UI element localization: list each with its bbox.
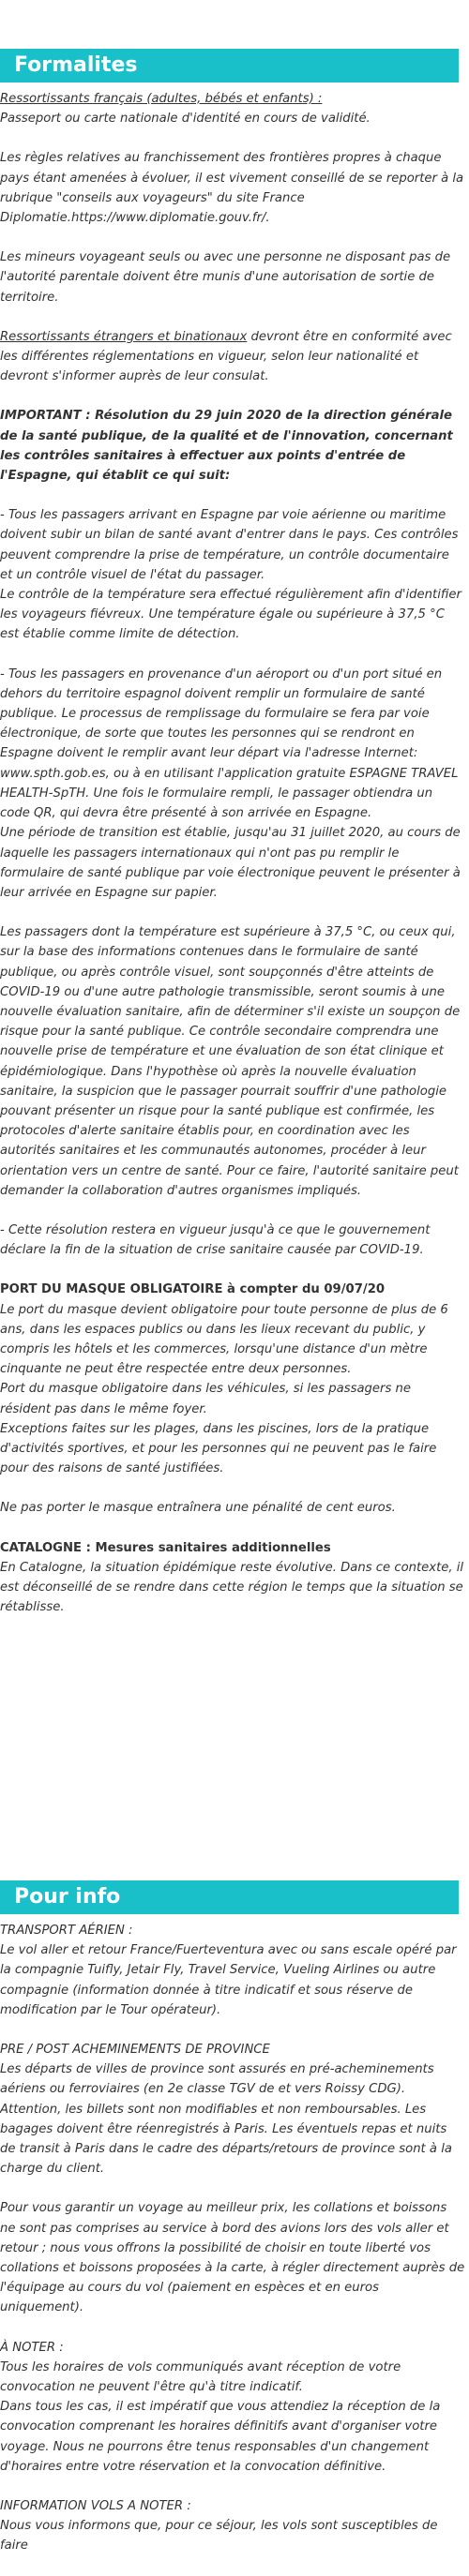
air-transport-text: Le vol aller et retour France/Fuerteventura avec ou sans escale opéré par la compagnie Tuifly, Jetair Fly, Travel Service, Vueling Airlines ou autre compagnie (information donnée à titre indicatif et sous réserve de modification par le Tour opérateur). <box>0 1943 457 2017</box>
formalites-banner <box>0 49 459 82</box>
flights-info-heading: INFORMATION VOLS A NOTER : <box>0 2499 191 2514</box>
air-transport-heading: TRANSPORT AÉRIEN : <box>0 1924 133 1938</box>
note-text-2: Dans tous les cas, il est impératif que vous attendiez la réception de la convocation comprenant les horaires définitifs avant d'organiser votre voyage. Nous ne pourrons être tenus responsables d'un changement d'horaires entre votre réservation et la convocation définitive. <box>0 2400 441 2474</box>
health-form-paragraph: - Tous les passagers en provenance d'un aéroport ou d'un port situé en dehors du territoire espagnol doivent remplir un formulaire de santé publique. Le processus de remplissage du formulaire se fera par voie électronique, de sorte que toutes les personnes qui se rendront en Espagne doivent le remplir avant leur départ via l'adresse Internet: www.spth.gob.es, ou à en utilisant l'application gratuite ESPAGNE TRAVEL HEALTH-SpTH. Une fois le formulaire rempli, le passager obtiendra un code QR, qui devra être présenté à son arrivée en Espagne. <box>0 666 459 821</box>
temperature-paragraph: Le contrôle de la température sera effectué régulièrement afin d'identifier les voyageurs fiévreux. Une température égale ou supérieure à 37,5 °C est établie comme limite de détection. <box>0 588 461 642</box>
mask-title: PORT DU MASQUE OBLIGATOIRE à compter du 09/07/20 <box>0 1282 386 1297</box>
foreign-nationals-text: devront être en conformité avec les différentes réglementations en vigueur, selon leur nationalité et devront s'informer auprès de leur consulat. <box>0 329 452 384</box>
mask-text-1: Le port du masque devient obligatoire pour toute personne de plus de 6 ans, dans les espaces publics ou dans les lieux recevant du public, y compris les hôtels et les commerces, lorsqu'une distance d'un mètre cinquante ne peut être respectée entre deux personnes. <box>0 1302 448 1377</box>
mask-paragraph <box>0 1280 465 1478</box>
important-resolution-paragraph: IMPORTANT : Résolution du 29 juin 2020 de la direction générale de la santé publique, de la qualité et de l'innovation, concernant les contrôles sanitaires à effectuer aux points d'entrée de l'Espagne, qui établit ce qui suit: <box>0 409 453 484</box>
pour-info-banner <box>0 1880 459 1914</box>
flights-info-paragraph <box>0 2496 465 2556</box>
mask-text-3: Exceptions faites sur les plages, dans les piscines, lors de la pratique d'activités sportives, et pour les personnes qui ne peuvent pas le faire pour des raisons de santé justifiées. <box>0 1421 437 1476</box>
province-heading: PRE / POST ACHEMINEMENTS DE PROVINCE <box>0 2043 270 2058</box>
catalonia-text: En Catalogne, la situation épidémique reste évolutive. Dans ce contexte, il est déconseillé de se rendre dans cette région le temps que la situation se rétablisse. <box>0 1560 464 1615</box>
transition-period-paragraph: Une période de transition est établie, jusqu'au 31 juillet 2020, au cours de laquelle les passagers internationaux qui n'ont pas pu remplir le formulaire de santé publique par voie électronique peuvent le présenter à leur arrivée en Espagne sur papier. <box>0 826 461 900</box>
province-paragraph <box>0 2040 465 2179</box>
mask-text-2: Port du masque obligatoire dans les véhicules, si les passagers ne résident pas dans le même foyer. <box>0 1382 411 1416</box>
foreign-nationals-paragraph <box>0 327 465 387</box>
french-nationals-text: Passeport ou carte nationale d'identité en cours de validité. <box>0 112 371 127</box>
pour-info-title: Pour info <box>14 1885 121 1909</box>
flights-info-text: Nous vous informons que, pour ce séjour, les vols sont susceptibles de faire <box>0 2519 438 2554</box>
province-text: Les départs de villes de province sont assurés en pré-acheminements aériens ou ferroviaires (en 2e classe TGV de et vers Roissy CDG). Attention, les billets sont non modifiables et non remboursables. Les bagages doivent être réenregistrés à Paris. Les éventuels repas et nuits de transit à Paris dans le cadre des départs/retours de province sont à la charge du client. <box>0 2062 452 2177</box>
pour-info-section <box>0 1880 469 2576</box>
note-heading: À NOTER : <box>0 2340 64 2355</box>
pour-info-content <box>0 1921 469 2556</box>
catalonia-title: CATALOGNE : Mesures sanitaires additionnelles <box>0 1540 331 1555</box>
french-nationals-paragraph <box>0 89 465 128</box>
mask-penalty-paragraph: Ne pas porter le masque entraînera une pénalité de cent euros. <box>0 1501 396 1516</box>
french-nationals-label: Ressortissants français (adultes, bébés et enfants) : <box>0 92 323 106</box>
resolution-validity-paragraph: - Cette résolution restera en vigueur jusqu'à ce que le gouvernement déclare la fin de la situation de crise sanitaire causée par COVID-19. <box>0 1222 431 1258</box>
onboard-service-paragraph: Pour vous garantir un voyage au meilleur prix, les collations et boissons ne sont pas comprises au service à bord des avions lors des vols aller et retour ; nous vous offrons la possibilité de choisir en toute liberté vos collations et boissons proposées à la carte, à régler directement auprès de l'équipage au cours du vol (paiement en espèces et en euros uniquement). <box>0 2201 465 2315</box>
note-paragraph <box>0 2338 465 2477</box>
formalites-title: Formalites <box>14 53 138 77</box>
foreign-nationals-label: Ressortissants étrangers et binationaux <box>0 329 248 344</box>
note-text-1: Tous les horaires de vols communiqués avant réception de votre convocation ne peuvent l'être qu'à titre indicatif. <box>0 2359 401 2395</box>
catalonia-paragraph <box>0 1538 465 1618</box>
minors-paragraph: Les mineurs voyageant seuls ou avec une personne ne disposant pas de l'autorité parentale doivent être munis d'une autorisation de sortie de territoire. <box>0 250 451 305</box>
borders-rules-paragraph: Les règles relatives au franchissement des frontières propres à chaque pays étant amenées à évoluer, il est vivement conseillé de se reporter à la rubrique "conseils aux voyageurs" du site France Diplomatie.https://www.diplomatie.gouv.fr/. <box>0 151 464 226</box>
formalites-section <box>0 49 469 1637</box>
air-transport-paragraph <box>0 1921 465 2020</box>
formalites-content <box>0 89 469 1617</box>
health-check-paragraph: - Tous les passagers arrivant en Espagne par voie aérienne ou maritime doivent subir un bilan de santé avant d'entrer dans le pays. Ces contrôles peuvent comprendre la prise de température, un contrôle documentaire et un contrôle visuel de l'état du passager. <box>0 508 459 582</box>
secondary-control-paragraph: Les passagers dont la température est supérieure à 37,5 °C, ou ceux qui, sur la base des informations contenues dans le formulaire de santé publique, ou après contrôle visuel, sont soupçonnés d'être atteints de COVID-19 ou d'une autre pathologie transmissible, seront soumis à une nouvelle évaluation sanitaire, afin de déterminer s'il existe un soupçon de risque pour la santé publique. Ce contrôle secondaire comprendra une nouvelle prise de température et une évaluation de son état clinique et épidémiologique. Dans l'hypothèse où après la nouvelle évaluation sanitaire, la suspicion que le passager pourrait souffrir d'une pathologie pouvant présenter un risque pour la santé publique est confirmée, les protocoles d'alerte sanitaire établis pour, en coordination avec les autorités sanitaires et les communautés autonomes, procéder à leur orientation vers un centre de santé. Pour ce faire, l'autorité sanitaire peut demander la collaboration d'autres organismes impliqués. <box>0 925 461 1198</box>
